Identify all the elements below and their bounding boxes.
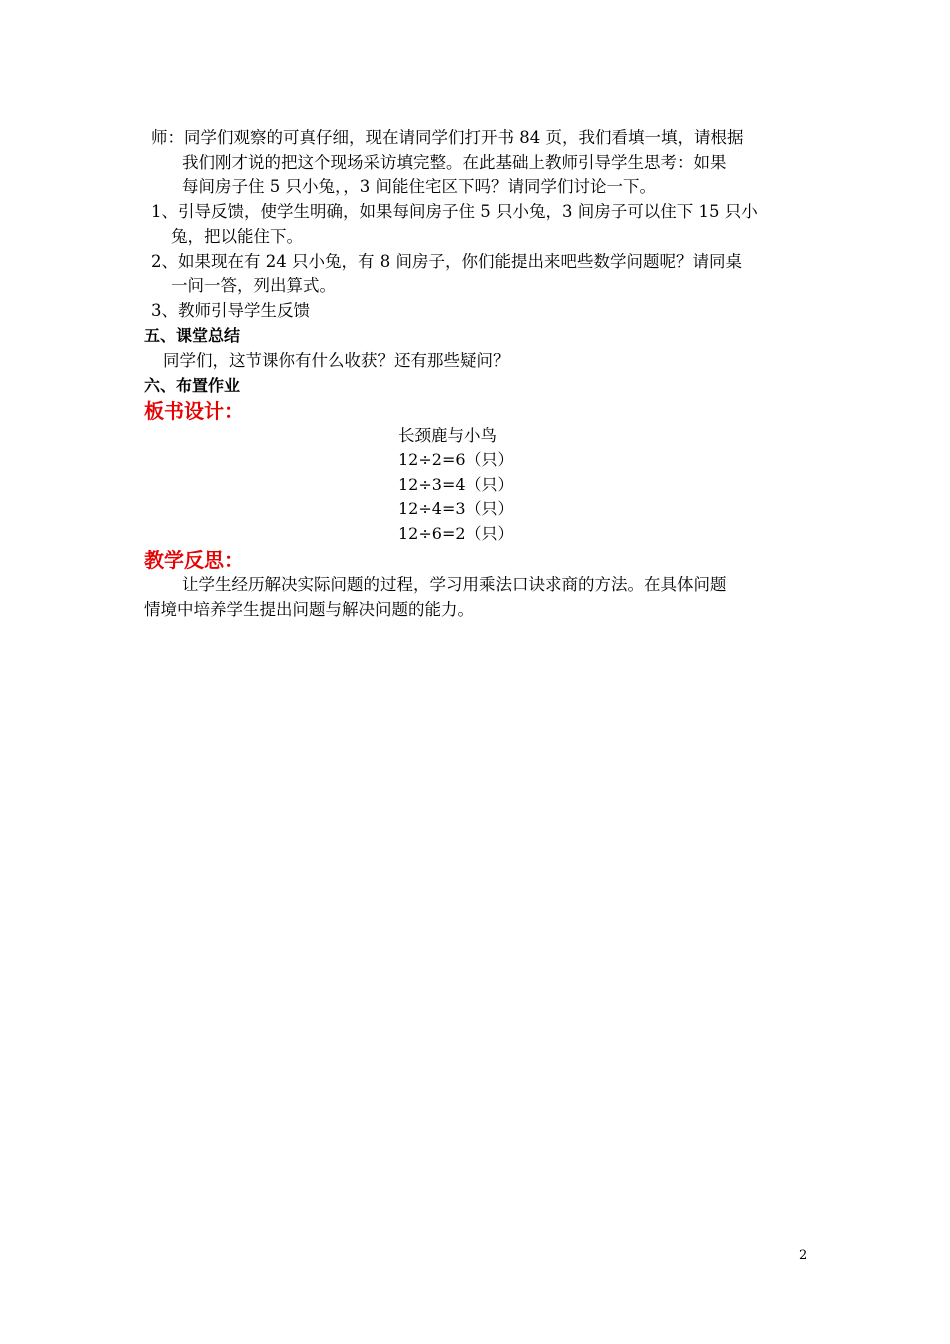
teacher-paragraph-line-3: 每间房子住 5 只小兔，，3 间能住宅区下吗？请同学们讨论一下。 [182,177,656,196]
teacher-paragraph-line-1: 师：同学们观察的可真仔细，现在请同学们打开书 84 页，我们看填一填，请根据 [151,128,744,147]
page-number: 2 [799,1248,808,1263]
step-1-line-1: 1、引导反馈，使学生明确，如果每间房子住 5 只小兔，3 间房子可以住下 15 只小 [151,202,758,221]
board-design-heading: 板书设计： [144,399,244,423]
step-3: 3、教师引导学生反馈 [151,301,310,320]
reflection-heading: 教学反思： [144,548,244,572]
summary-heading: 五、课堂总结 [144,326,241,345]
summary-text: 同学们，这节课你有什么收获？还有那些疑问？ [163,351,510,370]
homework-heading: 六、布置作业 [144,376,241,395]
step-2-line-1: 2、如果现在有 24 只小兔，有 8 间房子，你们能提出来吧些数学问题呢？请同桌 [151,252,742,271]
board-title: 长颈鹿与小鸟 [398,426,497,445]
teacher-paragraph-line-2: 我们刚才说的把这个现场采访填完整。在此基础上教师引导学生思考：如果 [182,153,727,172]
board-formula: 12÷4=3（只） [398,499,514,518]
reflection-line-1: 让学生经历解决实际问题的过程，学习用乘法口诀求商的方法。在具体问题 [182,575,727,594]
step-1-line-2: 兔，把以能住下。 [171,227,303,246]
reflection-line-2: 情境中培养学生提出问题与解决问题的能力。 [144,600,474,619]
step-2-line-2: 一问一答，列出算式。 [171,276,336,295]
board-formula: 12÷2=6（只） [398,450,514,469]
board-formula: 12÷6=2（只） [398,524,514,543]
board-formula: 12÷3=4（只） [398,475,514,494]
